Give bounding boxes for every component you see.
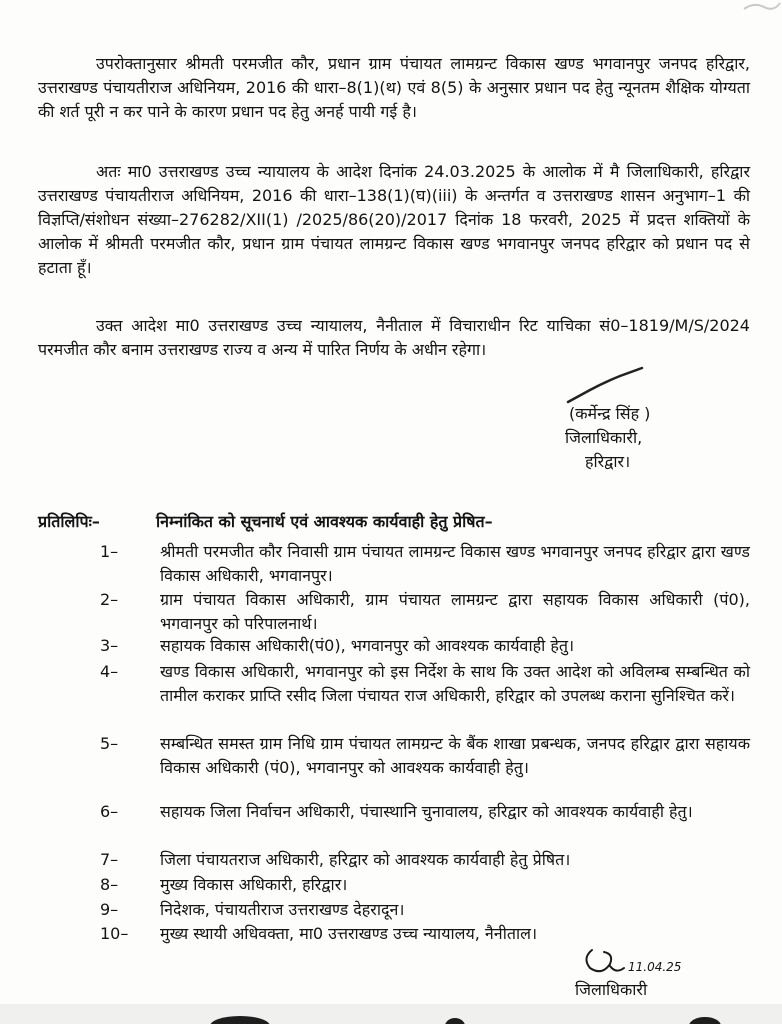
- copy-item-number: 1–: [100, 542, 119, 561]
- copy-item-number: 2–: [100, 590, 119, 609]
- paragraph-removal-order: अतः मा0 उत्तराखण्ड उच्च न्यायालय के आदेश दिनांक 24.03.2025 के आलोक में मै जिलाधिकारी, हरिद्वार उत्तराखण्ड पंचायतीराज अधिनियम, 2016 की धारा–138(1)(घ)(iii) के अन्तर्गत व उत्तराखण्ड शासन अनुभाग–1 की विज्ञप्ति/संशोधन संख्या–276282/XII(1) /2025/86(20)/2017 दिनांक 18 फरवरी, 2025 में प्रदत्त शक्तियों के आलोक में श्रीमती परमजीत कौर, प्रधान ग्राम पंचायत लामग्रन्ट विकास खण्ड भगवानपुर जनपद हरिद्वार को प्रधान पद से हटाता हूँ।: [38, 162, 750, 277]
- copy-item-text: सहायक जिला निर्वाचन अधिकारी, पंचास्थानि चुनावालय, हरिद्वार को आवश्यक कार्यवाही हेतु।: [160, 802, 693, 821]
- copy-item-number: 5–: [100, 734, 119, 753]
- copy-item-text: सम्बन्धित समस्त ग्राम निधि ग्राम पंचायत लामग्रन्ट के बैंक शाखा प्रबन्धक, जनपद हरिद्वार द्वारा सहायक विकास अधिकारी (पं0), भगवानपुर को आवश्यक कार्यवाही हेतु।: [160, 734, 750, 777]
- copy-item-text: खण्ड विकास अधिकारी, भगवानपुर को इस निर्देश के साथ कि उक्त आदेश को अविलम्ब सम्बन्धित को तामील कराकर प्राप्ति रसीद जिला पंचायत राज अधिकारी, हरिद्वार को उपलब्ध कराना सुनिश्चित करें।: [160, 662, 750, 705]
- copy-item-text: मुख्य स्थायी अधिवक्ता, मा0 उत्तराखण्ड उच्च न्यायालय, नैनीताल।: [160, 924, 538, 943]
- copy-item-number: 6–: [100, 802, 119, 821]
- scribble-mark: [742, 0, 782, 12]
- initials-signature: [580, 944, 682, 982]
- copy-to-purpose: निम्नांकित को सूचनार्थ एवं आवश्यक कार्यवाही हेतु प्रेषित–: [156, 512, 493, 531]
- copy-to-label: प्रतिलिपिः–: [38, 512, 100, 531]
- copy-item-text: निदेशक, पंचायतीराज उत्तराखण्ड देहरादून।: [160, 900, 405, 919]
- copy-item-number: 4–: [100, 662, 119, 681]
- copy-item-number: 8–: [100, 875, 119, 894]
- initials-scribble: [580, 944, 630, 978]
- signatory-name: (कर्मेन्द्र सिंह ): [569, 404, 651, 423]
- copy-item-text: सहायक विकास अधिकारी(पं0), भगवानपुर को आवश्यक कार्यवाही हेतु।: [160, 636, 575, 655]
- copy-item-text: ग्राम पंचायत विकास अधिकारी, ग्राम पंचायत लामग्रन्ट द्वारा सहायक विकास अधिकारी (पं0), भगवानपुर को परिपालनार्थ।: [160, 590, 750, 633]
- copy-item-text: मुख्य विकास अधिकारी, हरिद्वार।: [160, 875, 348, 894]
- paragraph-disqualification: उपरोक्तानुसार श्रीमती परमजीत कौर, प्रधान ग्राम पंचायत लामग्रन्ट विकास खण्ड भगवानपुर जनपद हरिद्वार, उत्तराखण्ड पंचायतीराज अधिनियम, 2016 की धारा–8(1)(थ) एवं 8(5) के अनुसार प्रधान पद हेतु न्यूनतम शैक्षिक योग्यता की शर्त पूरी न कर पाने के कारण प्रधान पद हेतु अनर्ह पायी गई है।: [38, 54, 750, 121]
- copy-to-heading: [38, 510, 758, 534]
- copy-item-number: 10–: [100, 924, 129, 943]
- paragraph-court-subject: उक्त आदेश मा0 उत्तराखण्ड उच्च न्यायालय, नैनीताल में विचाराधीन रिट याचिका सं0–1819/M/S/2024 परमजीत कौर बनाम उत्तराखण्ड राज्य व अन्य में पारित निर्णय के अधीन रहेगा।: [38, 316, 750, 359]
- signatory-designation: जिलाधिकारी,: [565, 428, 643, 447]
- copy-item-number: 9–: [100, 900, 119, 919]
- copy-item-text: श्रीमती परमजीत कौर निवासी ग्राम पंचायत लामग्रन्ट विकास खण्ड भगवानपुर जनपद हरिद्वार द्वारा खण्ड विकास अधिकारी, भगवानपुर।: [160, 542, 750, 585]
- next-page-strip: [0, 1004, 782, 1024]
- footer-designation: जिलाधिकारी: [575, 980, 648, 999]
- signatory-place: हरिद्वार।: [585, 452, 631, 471]
- copy-item-number: 7–: [100, 850, 119, 869]
- signature: [560, 366, 650, 406]
- initials-date: 11.04.25: [628, 960, 682, 974]
- copy-item-text: जिला पंचायतराज अधिकारी, हरिद्वार को आवश्यक कार्यवाही हेतु प्रेषित।: [160, 850, 571, 869]
- copy-item-number: 3–: [100, 636, 119, 655]
- signatory-block: [565, 402, 745, 474]
